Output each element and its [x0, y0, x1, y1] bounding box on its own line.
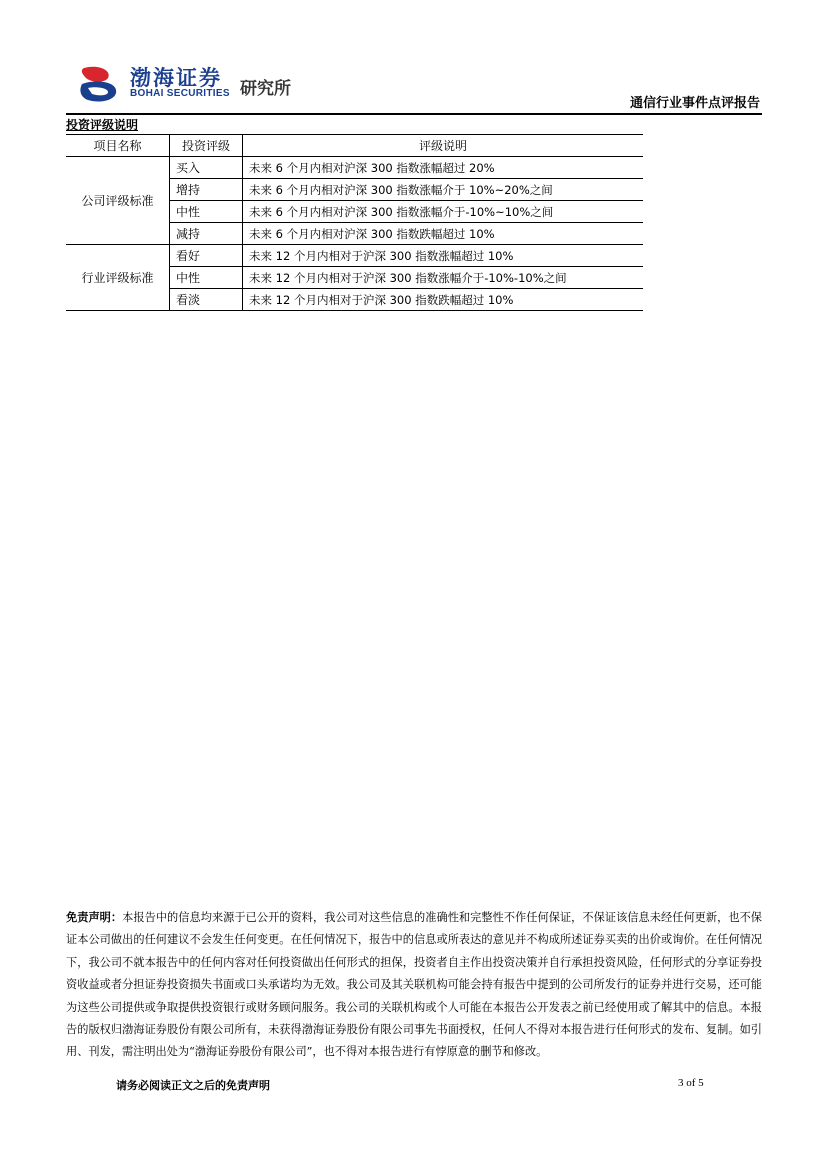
bohai-logo-icon — [78, 64, 120, 104]
column-header: 项目名称 — [66, 135, 170, 157]
footer-note: 请务必阅读正文之后的免责声明 — [116, 1079, 270, 1092]
group-name: 行业评级标准 — [66, 245, 170, 311]
table-row — [66, 157, 643, 179]
rating-cell: 买入 — [170, 157, 243, 179]
description-cell: 未来 12 个月内相对于沪深 300 指数涨幅超过 10% — [243, 245, 644, 267]
header-divider — [66, 113, 762, 115]
rating-cell: 看好 — [170, 245, 243, 267]
disclaimer — [66, 906, 762, 1064]
description-cell: 未来 6 个月内相对沪深 300 指数涨幅介于 10%~20%之间 — [243, 179, 644, 201]
group-name: 公司评级标准 — [66, 157, 170, 245]
rating-cell: 中性 — [170, 201, 243, 223]
disclaimer-text: 本报告中的信息均来源于已公开的资料，我公司对这些信息的准确性和完整性不作任何保证，不保证该信息未经任何更新，也不保证本公司做出的任何建议不会发生任何变更。在任何情况下，报告中的信息或所表达的意见并不构成所述证券买卖的出价或询价。在任何情况下，我公司不就本报告中的任何内容对任何投资做出任何形式的担保，投资者自主作出投资决策并自行承担投资风险，任何形式的分享证券投资收益或者分担证券投资损失书面或口头承诺均为无效。我公司及其关联机构可能会持有报告中提到的公司所发行的证券并进行交易，还可能为这些公司提供或争取提供投资银行或财务顾问服务。我公司的关联机构或个人可能在本报告公开发表之前已经使用或了解其中的信息。本报告的版权归渤海证券股份有限公司所有，未获得渤海证券股份有限公司事先书面授权，任何人不得对本报告进行任何形式的发布、复制。如引用、刊发，需注明出处为“渤海证券股份有限公司”，也不得对本报告进行有悖原意的删节和修改。 — [66, 911, 762, 1059]
institute-label: 研究所 — [240, 79, 291, 99]
table-header-row — [66, 135, 643, 157]
company-logo — [78, 62, 298, 106]
description-cell: 未来 6 个月内相对沪深 300 指数涨幅超过 20% — [243, 157, 644, 179]
column-header: 评级说明 — [243, 135, 644, 157]
column-header: 投资评级 — [170, 135, 243, 157]
description-cell: 未来 12 个月内相对于沪深 300 指数跌幅超过 10% — [243, 289, 644, 311]
disclaimer-label: 免责声明： — [66, 910, 123, 924]
rating-cell: 增持 — [170, 179, 243, 201]
rating-cell: 中性 — [170, 267, 243, 289]
section-title: 投资评级说明 — [66, 118, 139, 132]
description-cell: 未来 6 个月内相对沪深 300 指数涨幅介于-10%~10%之间 — [243, 201, 644, 223]
rating-cell: 看淡 — [170, 289, 243, 311]
rating-cell: 减持 — [170, 223, 243, 245]
logo-chinese-name: 渤海证券 — [130, 66, 222, 90]
description-cell: 未来 12 个月内相对于沪深 300 指数涨幅介于-10%-10%之间 — [243, 267, 644, 289]
report-type: 通信行业事件点评报告 — [629, 96, 760, 111]
description-cell: 未来 6 个月内相对沪深 300 指数跌幅超过 10% — [243, 223, 644, 245]
page-header — [66, 62, 762, 112]
table-row — [66, 245, 643, 267]
page-number: 3 of 5 — [678, 1077, 704, 1089]
rating-table — [66, 134, 643, 311]
logo-english-name: BOHAI SECURITIES — [130, 88, 230, 99]
